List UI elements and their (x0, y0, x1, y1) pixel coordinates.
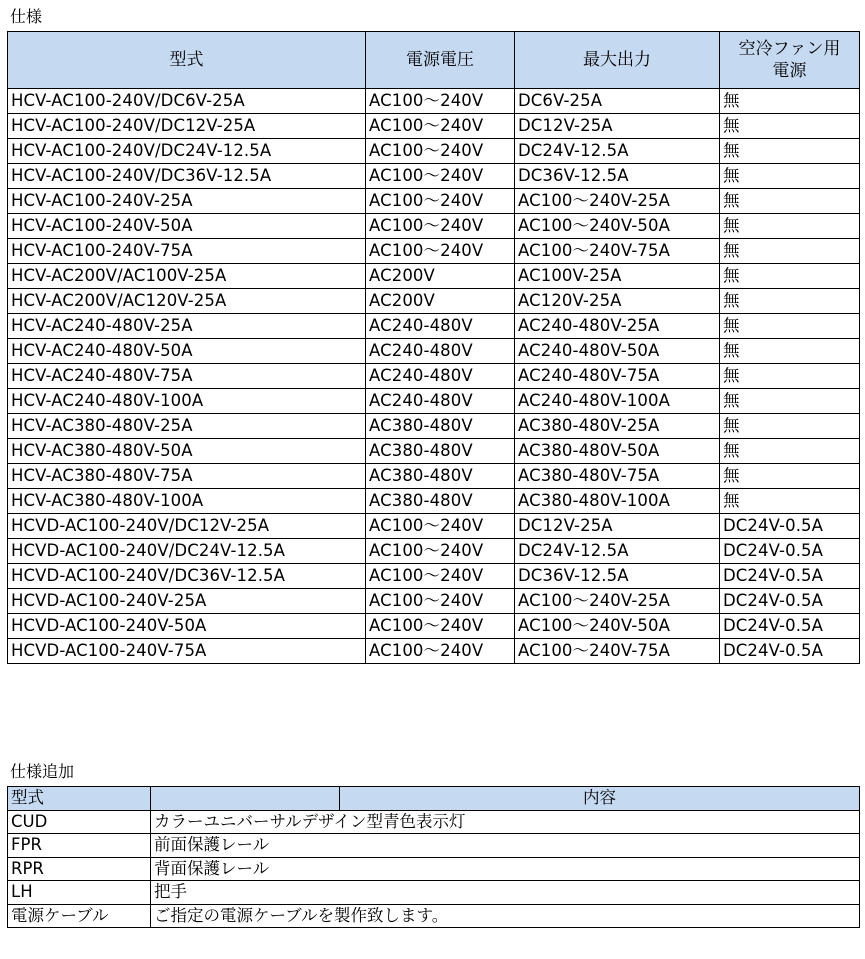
spec-table-row (8, 139, 860, 164)
spec-table-row (8, 564, 860, 589)
spec-table-row (8, 114, 860, 139)
spec-cell-model: HCV-AC100-240V/DC24V-12.5A (8, 139, 366, 164)
spec-cell-max-output: AC100～240V-25A (515, 189, 720, 214)
spec-cell-max-output: AC380-480V-25A (515, 414, 720, 439)
spec-cell-fan-power: 無 (720, 339, 860, 364)
spec-cell-max-output: DC12V-25A (515, 514, 720, 539)
spec-cell-input-voltage: AC380-480V (366, 439, 515, 464)
spec-cell-model: HCV-AC100-240V/DC6V-25A (8, 89, 366, 114)
spec-table-row (8, 214, 860, 239)
spec-table-row (8, 539, 860, 564)
spec-cell-fan-power: 無 (720, 164, 860, 189)
options-table-row (8, 810, 860, 834)
spec-cell-input-voltage: AC100～240V (366, 239, 515, 264)
spec-cell-fan-power: 無 (720, 289, 860, 314)
spec-cell-fan-power: DC24V-0.5A (720, 564, 860, 589)
spec-table-row (8, 339, 860, 364)
spec-cell-fan-power: DC24V-0.5A (720, 589, 860, 614)
spec-cell-model: HCVD-AC100-240V-25A (8, 589, 366, 614)
spec-cell-input-voltage: AC380-480V (366, 414, 515, 439)
spec-table-row (8, 389, 860, 414)
spec-cell-model: HCV-AC100-240V/DC12V-25A (8, 114, 366, 139)
spec-section-title: 仕様 (10, 7, 43, 26)
spec-cell-max-output: DC6V-25A (515, 89, 720, 114)
spec-cell-input-voltage: AC100～240V (366, 614, 515, 639)
spec-cell-fan-power: DC24V-0.5A (720, 514, 860, 539)
options-header-spacer (151, 787, 340, 811)
options-cell-content: 前面保護レール (151, 834, 860, 858)
spec-cell-fan-power: DC24V-0.5A (720, 639, 860, 664)
options-header-model: 型式 (8, 787, 151, 811)
spec-cell-input-voltage: AC380-480V (366, 464, 515, 489)
spec-cell-max-output: AC380-480V-50A (515, 439, 720, 464)
options-table (7, 786, 860, 928)
options-cell-content: カラーユニバーサルデザイン型青色表示灯 (151, 810, 860, 834)
spec-cell-model: HCVD-AC100-240V-75A (8, 639, 366, 664)
spec-cell-model: HCV-AC100-240V-25A (8, 189, 366, 214)
spec-cell-fan-power: 無 (720, 264, 860, 289)
spec-cell-input-voltage: AC240-480V (366, 314, 515, 339)
spec-header-row (8, 32, 860, 89)
spec-table-row (8, 639, 860, 664)
spec-cell-max-output: AC120V-25A (515, 289, 720, 314)
options-section-title: 仕様追加 (10, 762, 75, 781)
spec-cell-max-output: AC380-480V-100A (515, 489, 720, 514)
spec-cell-model: HCVD-AC100-240V/DC24V-12.5A (8, 539, 366, 564)
spec-cell-input-voltage: AC100～240V (366, 639, 515, 664)
spec-cell-input-voltage: AC200V (366, 289, 515, 314)
spec-cell-max-output: AC240-480V-100A (515, 389, 720, 414)
spec-header-fan-power-line2: 電源 (772, 61, 807, 81)
spec-cell-model: HCV-AC240-480V-50A (8, 339, 366, 364)
spec-table-row (8, 364, 860, 389)
spec-cell-model: HCV-AC240-480V-100A (8, 389, 366, 414)
spec-cell-max-output: AC100～240V-50A (515, 614, 720, 639)
spec-cell-fan-power: 無 (720, 389, 860, 414)
spec-cell-input-voltage: AC100～240V (366, 89, 515, 114)
options-cell-model: RPR (8, 857, 151, 881)
spec-cell-max-output: AC380-480V-75A (515, 464, 720, 489)
spec-cell-model: HCVD-AC100-240V-50A (8, 614, 366, 639)
spec-cell-model: HCV-AC200V/AC100V-25A (8, 264, 366, 289)
options-header-content: 内容 (340, 787, 860, 811)
spec-cell-fan-power: 無 (720, 114, 860, 139)
spec-cell-fan-power: 無 (720, 489, 860, 514)
spec-cell-max-output: AC100V-25A (515, 264, 720, 289)
spec-cell-model: HCV-AC380-480V-100A (8, 489, 366, 514)
spec-table-row (8, 289, 860, 314)
options-cell-model: 電源ケーブル (8, 904, 151, 928)
spec-cell-max-output: DC36V-12.5A (515, 564, 720, 589)
spec-cell-fan-power: 無 (720, 364, 860, 389)
spec-cell-max-output: AC100～240V-50A (515, 214, 720, 239)
spec-cell-input-voltage: AC240-480V (366, 389, 515, 414)
spec-cell-input-voltage: AC100～240V (366, 214, 515, 239)
spec-cell-fan-power: 無 (720, 314, 860, 339)
spec-cell-input-voltage: AC100～240V (366, 539, 515, 564)
spec-header-input-voltage: 電源電圧 (366, 32, 515, 89)
spec-table-row (8, 489, 860, 514)
spec-cell-model: HCV-AC100-240V-75A (8, 239, 366, 264)
spec-cell-max-output: AC240-480V-75A (515, 364, 720, 389)
spec-cell-model: HCV-AC380-480V-75A (8, 464, 366, 489)
spec-header-model: 型式 (8, 32, 366, 89)
spec-cell-fan-power: 無 (720, 139, 860, 164)
options-table-row (8, 834, 860, 858)
options-cell-content: ご指定の電源ケーブルを製作致します。 (151, 904, 860, 928)
spec-cell-fan-power: 無 (720, 89, 860, 114)
spec-table (7, 31, 860, 664)
spec-cell-input-voltage: AC100～240V (366, 189, 515, 214)
spec-cell-model: HCV-AC240-480V-75A (8, 364, 366, 389)
spec-cell-max-output: AC100～240V-75A (515, 639, 720, 664)
spec-cell-model: HCV-AC380-480V-50A (8, 439, 366, 464)
spec-cell-max-output: AC100～240V-25A (515, 589, 720, 614)
spec-table-row (8, 414, 860, 439)
spec-cell-model: HCV-AC240-480V-25A (8, 314, 366, 339)
spec-table-row (8, 514, 860, 539)
spec-table-row (8, 439, 860, 464)
spec-cell-fan-power: 無 (720, 464, 860, 489)
spec-cell-input-voltage: AC200V (366, 264, 515, 289)
spec-cell-model: HCVD-AC100-240V/DC12V-25A (8, 514, 366, 539)
spec-header-fan-power (720, 32, 860, 89)
spec-cell-fan-power: DC24V-0.5A (720, 539, 860, 564)
spec-cell-max-output: AC100～240V-75A (515, 239, 720, 264)
spec-cell-max-output: DC24V-12.5A (515, 139, 720, 164)
spec-cell-model: HCV-AC100-240V/DC36V-12.5A (8, 164, 366, 189)
spec-cell-input-voltage: AC100～240V (366, 514, 515, 539)
spec-cell-input-voltage: AC240-480V (366, 364, 515, 389)
spec-table-row (8, 614, 860, 639)
spec-cell-fan-power: DC24V-0.5A (720, 614, 860, 639)
spec-table-row (8, 314, 860, 339)
spec-cell-model: HCV-AC200V/AC120V-25A (8, 289, 366, 314)
spec-table-row (8, 264, 860, 289)
options-header-row (8, 787, 860, 811)
spec-cell-input-voltage: AC240-480V (366, 339, 515, 364)
spec-cell-model: HCV-AC380-480V-25A (8, 414, 366, 439)
spec-table-row (8, 189, 860, 214)
spec-cell-model: HCV-AC100-240V-50A (8, 214, 366, 239)
spec-header-fan-power-line1: 空冷ファン用 (738, 39, 841, 59)
spec-cell-input-voltage: AC100～240V (366, 114, 515, 139)
spec-cell-model: HCVD-AC100-240V/DC36V-12.5A (8, 564, 366, 589)
options-table-row (8, 904, 860, 928)
spec-cell-input-voltage: AC100～240V (366, 564, 515, 589)
spec-cell-fan-power: 無 (720, 439, 860, 464)
spec-cell-max-output: DC24V-12.5A (515, 539, 720, 564)
spec-table-row (8, 164, 860, 189)
spec-cell-input-voltage: AC100～240V (366, 589, 515, 614)
spec-cell-input-voltage: AC380-480V (366, 489, 515, 514)
options-cell-content: 背面保護レール (151, 857, 860, 881)
options-table-row (8, 881, 860, 905)
spec-cell-max-output: AC240-480V-25A (515, 314, 720, 339)
spec-cell-fan-power: 無 (720, 414, 860, 439)
options-table-row (8, 857, 860, 881)
options-cell-content: 把手 (151, 881, 860, 905)
spec-cell-input-voltage: AC100～240V (366, 164, 515, 189)
spec-table-row (8, 589, 860, 614)
spec-cell-max-output: DC36V-12.5A (515, 164, 720, 189)
options-cell-model: LH (8, 881, 151, 905)
options-cell-model: FPR (8, 834, 151, 858)
spec-table-row (8, 464, 860, 489)
spec-cell-fan-power: 無 (720, 189, 860, 214)
spec-cell-max-output: AC240-480V-50A (515, 339, 720, 364)
spec-cell-fan-power: 無 (720, 239, 860, 264)
options-cell-model: CUD (8, 810, 151, 834)
spec-header-max-output: 最大出力 (515, 32, 720, 89)
spec-cell-max-output: DC12V-25A (515, 114, 720, 139)
spec-table-row (8, 239, 860, 264)
spec-cell-input-voltage: AC100～240V (366, 139, 515, 164)
spec-table-row (8, 89, 860, 114)
spec-cell-fan-power: 無 (720, 214, 860, 239)
